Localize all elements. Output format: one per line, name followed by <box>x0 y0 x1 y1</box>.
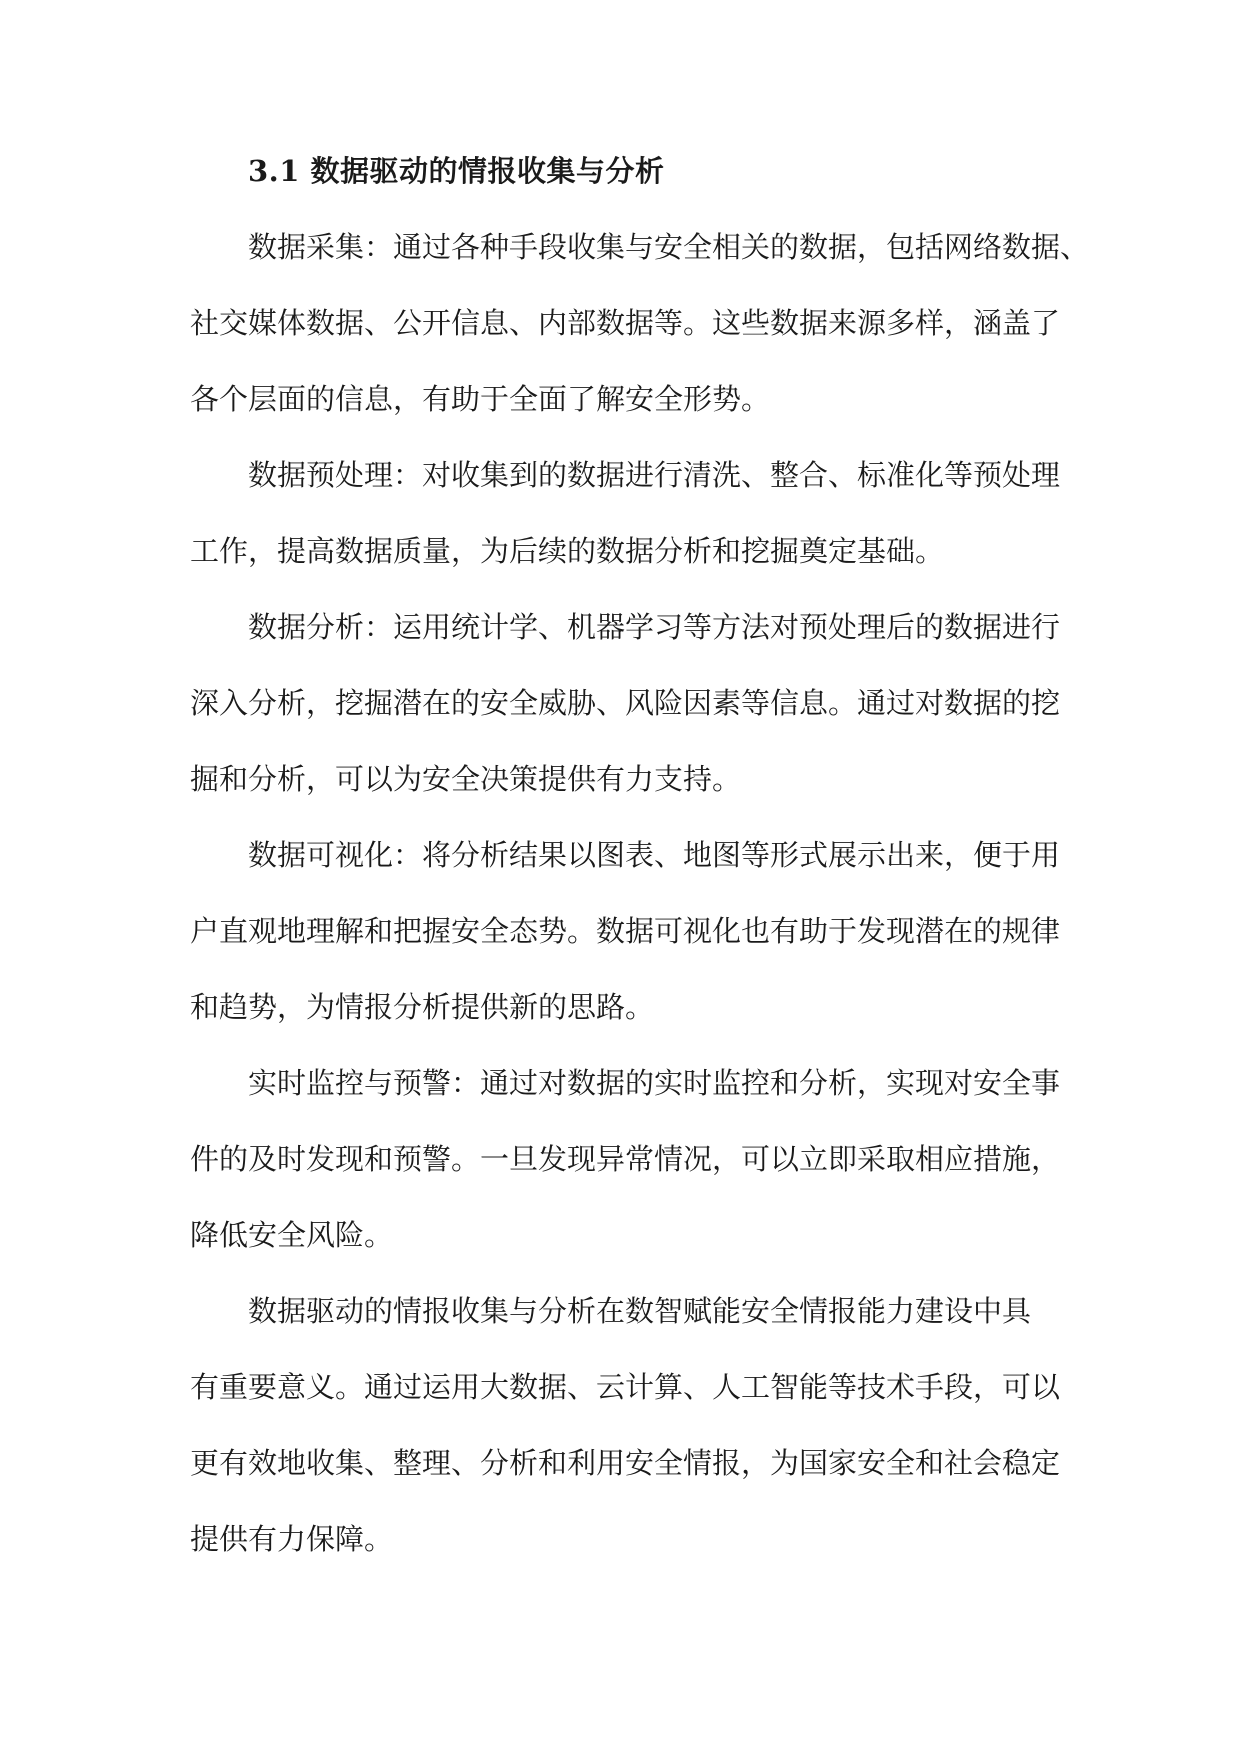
paragraph-6-line-2: 有重要意义。通过运用大数据、云计算、人工智能等技术手段，可以 <box>190 1370 1061 1404</box>
paragraph-4-line-3: 和趋势，为情报分析提供新的思路。 <box>190 990 655 1024</box>
paragraph-3-line-3: 掘和分析，可以为安全决策提供有力支持。 <box>190 762 742 796</box>
paragraph-6-line-4: 提供有力保障。 <box>190 1522 394 1556</box>
section-heading: 3.1 数据驱动的情报收集与分析 <box>248 154 665 188</box>
paragraph-5-line-3: 降低安全风险。 <box>190 1218 394 1252</box>
paragraph-5-line-2: 件的及时发现和预警。一旦发现异常情况，可以立即采取相应措施， <box>190 1142 1061 1176</box>
paragraph-2-line-2: 工作，提高数据质量，为后续的数据分析和挖掘奠定基础。 <box>190 534 945 568</box>
paragraph-1-line-2: 社交媒体数据、公开信息、内部数据等。这些数据来源多样，涵盖了 <box>190 306 1061 340</box>
paragraph-3-line-1: 数据分析：运用统计学、机器学习等方法对预处理后的数据进行 <box>248 610 1061 644</box>
paragraph-3-line-2: 深入分析，挖掘潜在的安全威胁、风险因素等信息。通过对数据的挖 <box>190 686 1061 720</box>
paragraph-6-line-1: 数据驱动的情报收集与分析在数智赋能安全情报能力建设中具 <box>248 1294 1032 1328</box>
paragraph-4-line-1: 数据可视化：将分析结果以图表、地图等形式展示出来，便于用 <box>248 838 1061 872</box>
paragraph-1-line-1: 数据采集：通过各种手段收集与安全相关的数据，包括网络数据、 <box>248 230 1090 264</box>
paragraph-6-line-3: 更有效地收集、整理、分析和利用安全情报，为国家安全和社会稳定 <box>190 1446 1061 1480</box>
paragraph-2-line-1: 数据预处理：对收集到的数据进行清洗、整合、标准化等预处理 <box>248 458 1061 492</box>
paragraph-1-line-3: 各个层面的信息，有助于全面了解安全形势。 <box>190 382 771 416</box>
paragraph-4-line-2: 户直观地理解和把握安全态势。数据可视化也有助于发现潜在的规律 <box>190 914 1061 948</box>
paragraph-5-line-1: 实时监控与预警：通过对数据的实时监控和分析，实现对安全事 <box>248 1066 1061 1100</box>
